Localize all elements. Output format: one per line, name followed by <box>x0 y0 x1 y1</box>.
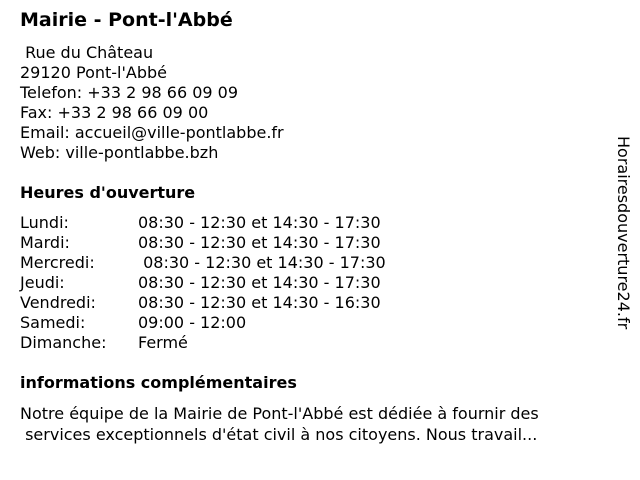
hours-row-monday <box>20 213 386 233</box>
info-line: Notre équipe de la Mairie de Pont-l'Abbé est dédiée à fournir des <box>20 404 539 423</box>
hours-row-friday <box>20 293 386 313</box>
hours-row-saturday <box>20 313 386 333</box>
hours-day: Dimanche: <box>20 333 107 352</box>
hours-time: Fermé <box>138 333 188 352</box>
website-link[interactable]: Web: ville-pontlabbe.bzh <box>20 143 219 162</box>
hours-day: Mercredi: <box>20 253 95 272</box>
additional-info-text <box>20 403 600 445</box>
info-line: services exceptionnels d'état civil à nos citoyens. Nous travail... <box>20 425 538 444</box>
hours-time: 08:30 - 12:30 et 14:30 - 17:30 <box>138 213 381 232</box>
hours-time: 08:30 - 12:30 et 14:30 - 17:30 <box>138 253 386 272</box>
page-title: Mairie - Pont-l'Abbé <box>20 9 233 31</box>
watermark <box>612 136 634 376</box>
address-city: 29120 Pont-l'Abbé <box>20 63 167 82</box>
hours-day: Jeudi: <box>20 273 65 292</box>
phone-number[interactable]: Telefon: +33 2 98 66 09 09 <box>20 83 239 102</box>
hours-day: Lundi: <box>20 213 69 232</box>
hours-row-sunday <box>20 333 386 353</box>
hours-row-wednesday <box>20 253 386 273</box>
hours-row-thursday <box>20 273 386 293</box>
fax-number: Fax: +33 2 98 66 09 00 <box>20 103 209 122</box>
opening-hours-heading: Heures d'ouverture <box>20 183 196 202</box>
hours-day: Mardi: <box>20 233 70 252</box>
email-address[interactable]: Email: accueil@ville-pontlabbe.fr <box>20 123 284 142</box>
hours-time: 08:30 - 12:30 et 14:30 - 17:30 <box>138 273 381 292</box>
hours-day: Vendredi: <box>20 293 96 312</box>
address-street: Rue du Château <box>20 43 154 62</box>
contact-block <box>20 43 284 163</box>
additional-info-heading: informations complémentaires <box>20 373 297 392</box>
hours-time: 09:00 - 12:00 <box>138 313 247 332</box>
hours-row-tuesday <box>20 233 386 253</box>
hours-time: 08:30 - 12:30 et 14:30 - 17:30 <box>138 233 381 252</box>
hours-time: 08:30 - 12:30 et 14:30 - 16:30 <box>138 293 381 312</box>
watermark-text: Horairesdouverture24.fr <box>614 136 633 330</box>
opening-hours-table <box>20 213 386 353</box>
hours-day: Samedi: <box>20 313 86 332</box>
